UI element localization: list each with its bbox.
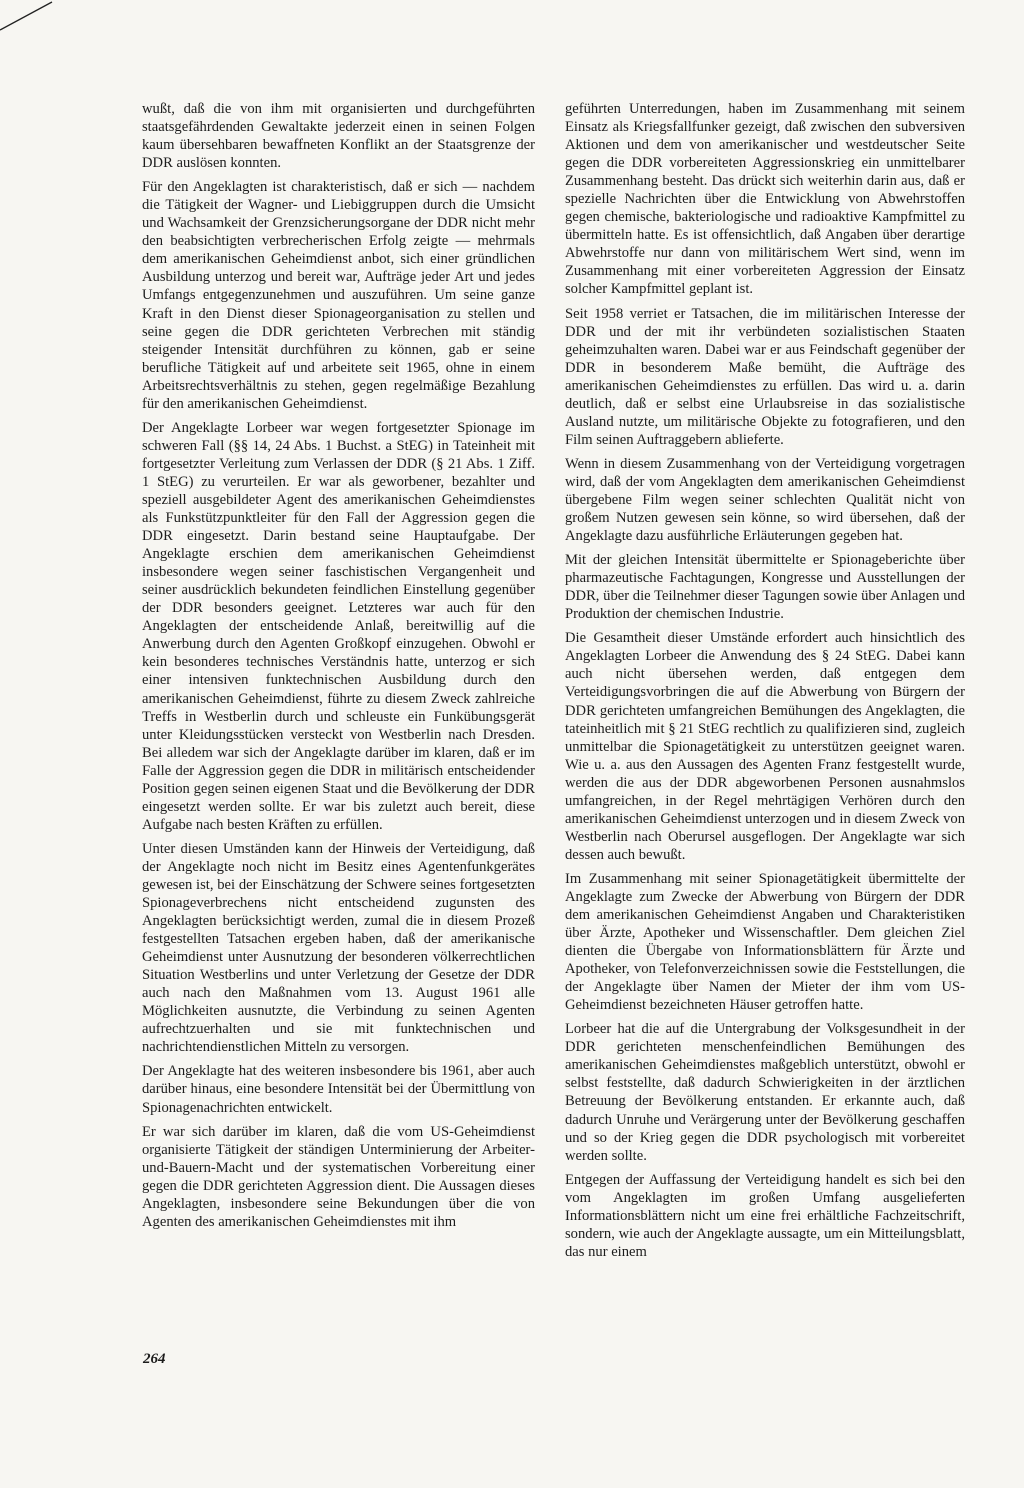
corner-fold-line [0, 0, 60, 40]
paragraph: Der Angeklagte Lorbeer war wegen fortgesetzter Spionage im schweren Fall (§§ 14, 24 Abs. 1 Buchst. a StEG) in Tateinheit mit fortgesetzter Verleitung zum Verlassen der DDR (§ 21 Abs. 1 Ziff. 1 StEG) zu verurteilen. Er war als geworbener, bezahlter und speziell ausgebildeter Agent des amerikanischen Geheimdienstes als Funkstützpunktleiter für den Fall der Aggression gegen die DDR eingesetzt. Darin bestand seine Hauptaufgabe. Der Angeklagte erschien dem amerikanischen Geheimdienst insbesondere wegen seiner faschistischen Vergangenheit und seiner ausdrücklich bekundeten feindlichen Einstellung gegenüber der DDR besonders geeignet. Letzteres war auch für den Angeklagten der entscheidende Anlaß, bereitwillig auf die Anwerbung durch den Agenten Großkopf einzugehen. Obwohl er kein besonderes technisches Verständnis hatte, unterzog er sich einer intensiven funktechnischen Ausbildung durch den amerikanischen Geheimdienst, führte zu diesem Zweck zahlreiche Treffs in Westberlin durch und schleuste ein Funkübungsgerät unter Kleidungsstücken versteckt von Westberlin nach Dresden. Bei alledem war sich der Angeklagte darüber im klaren, daß er im Falle der Aggression gegen die DDR in militärisch entscheidender Position gegen seinen eigenen Staat und die Bevölkerung der DDR eingesetzt werden sollte. Er war bis zuletzt auch bereit, diese Aufgabe nach besten Kräften zu erfüllen. [142, 419, 535, 833]
paragraph: geführten Unterredungen, haben im Zusammenhang mit seinem Einsatz als Kriegsfallfunker gezeigt, daß zwischen den subversiven Aktionen und dem von amerikanischer und westdeutscher Seite gegen die DDR vorbereiteten Aggressionskrieg ein unmittelbarer Zusammenhang besteht. Das drückt sich weiterhin darin aus, daß er spezielle Nachrichten über die Entwicklung von Abwehrstoffen gegen chemische, bakteriologische und radioaktive Kampfmittel zu übermitteln hatte. Es ist offensichtlich, daß Angaben über derartige Abwehrstoffe nur dann von militärischem Wert sind, wenn im Zusammenhang mit einer vorbereiteten Aggression der Einsatz solcher Kampfmittel geplant ist. [565, 101, 965, 298]
paragraph: Im Zusammenhang mit seiner Spionagetätigkeit übermittelte der Angeklagte zum Zwecke der Abwerbung von Bürgern der DDR dem amerikanischen Geheimdienst Angaben und Charakteristiken über Ärzte, Apotheker und Wissenschaftler. Dem gleichen Ziel dienten die Übergabe von Informationsblättern für Ärzte und Apotheker, von Telefonverzeichnissen sowie die Feststellungen, die der Angeklagte über Namen der Mieter der ihm vom US-Geheimdienst bezeichneten Häuser getroffen hatte. [565, 870, 965, 1014]
paragraph: Die Gesamtheit dieser Umstände erfordert auch hinsichtlich des Angeklagten Lorbeer die Anwendung des § 24 StEG. Dabei kann auch nicht übersehen werden, daß entgegen dem Verteidigungsvorbringen die auf die Abwerbung von Bürgern der DDR gerichteten umfangreichen Bemühungen des Angeklagten, die tateinheitlich mit § 21 StEG rechtlich zu qualifizieren sind, zugleich unmittelbar die Spionagetätigkeit zu unterstützen geeignet waren. Wie u. a. aus den Aussagen des Agenten Franz festgestellt wurde, werden die aus der DDR abgeworbenen Personen ausnahmslos umfangreichen, in der Regel mehrtägigen Verhören durch den amerikanischen Geheimdienst unterzogen und in diesem Zweck von Westberlin nach Oberursel ausgeflogen. Der Angeklagte war sich dessen auch bewußt. [565, 630, 965, 863]
paragraph: Unter diesen Umständen kann der Hinweis der Verteidigung, daß der Angeklagte noch nicht im Besitz eines Agentenfunkgerätes gewesen ist, bei der Einschätzung der Schwere seines fortgesetzten Spionageverbrechens nicht entscheidend zugunsten des Angeklagten berücksichtigt werden, zumal die in diesem Prozeß festgestellten Tatsachen ergeben haben, daß der amerikanische Geheimdienst unter Ausnutzung der besonderen völkerrechtlichen Situation Westberlins und unter Verletzung der Gesetze der DDR auch nach den Maßnahmen vom 13. August 1961 alle Möglichkeiten ausnutzte, die Verbindung zu seinen Agenten aufrechtzuerhalten und sie mit funktechnischen und nachrichtendienstlichen Mitteln zu versorgen. [142, 840, 535, 1056]
left-text-column [142, 100, 535, 1237]
paragraph: Entgegen der Auffassung der Verteidigung handelt es sich bei den vom Angeklagten im großen Umfang ausgelieferten Informationsblättern nicht um eine frei erhältliche Fachzeitschrift, sondern, wie auch der Angeklagte aussagte, um ein Mitteilungsblatt, das nur einem [565, 1171, 965, 1260]
paragraph: Seit 1958 verriet er Tatsachen, die im militärischen Interesse der DDR und der mit ihr verbündeten sozialistischen Staaten geheimzuhalten waren. Dabei war er aus Feindschaft gegenüber der DDR in besonderem Maße bemüht, die Aufträge des amerikanischen Geheimdienstes zu erfüllen. Das wird u. a. darin deutlich, daß er selbst eine Urlaubsreise in das sozialistische Ausland nutzte, um militärische Objekte zu fotografieren, und den Film seinen Auftraggebern ablieferte. [565, 305, 965, 448]
page-number: 264 [143, 1351, 166, 1367]
paragraph: Lorbeer hat die auf die Untergrabung der Volksgesundheit in der DDR gerichteten menschenfeindlichen Bemühungen des amerikanischen Geheimdienstes maßgeblich unterstützt, obwohl er selbst feststellte, daß dadurch Schwierigkeiten in der ärztlichen Betreuung der Bevölkerung entstanden. Er erkannte auch, daß dadurch Unruhe und Verärgerung unter der Bevölkerung geschaffen und so der Krieg gegen die DDR psychologisch mit vorbereitet werden sollte. [565, 1021, 965, 1164]
paragraph: wußt, daß die von ihm mit organisierten und durchgeführten staatsgefährdenden Gewaltakte jederzeit einen in seinen Folgen kaum übersehbaren bewaffneten Konflikt an der Staatsgrenze der DDR auslösen konnten. [142, 101, 535, 172]
right-text-column [565, 100, 965, 1267]
paragraph: Für den Angeklagten ist charakteristisch, daß er sich — nachdem die Tätigkeit der Wagner- und Liebiggruppen durch die Umsicht und Wachsamkeit der Grenzsicherungsorgane der DDR nicht mehr den beabsichtigten verbrecherischen Erfolg zeigte — mehrmals dem amerikanischen Geheimdienst anbot, sich einer gründlichen Ausbildung unterzog und bereit war, Aufträge jeder Art und jedes Umfangs entgegenzunehmen und auszuführen. Um seine ganze Kraft in den Dienst dieser Spionageorganisation zu stellen und seine gegen die DDR gerichteten Verbrechen mit ständig steigender Intensität durchführen zu können, gab er seine berufliche Tätigkeit auf und arbeitete seit 1965, ohne in einem Arbeitsrechtsverhältnis zu stehen, gegen regelmäßige Bezahlung für den amerikanischen Geheimdienst. [142, 179, 535, 412]
paragraph: Mit der gleichen Intensität übermittelte er Spionageberichte über pharmazeutische Fachtagungen, Kongresse und Ausstellungen der DDR, über die Teilnehmer dieser Tagungen sowie über Anlagen und Produktion der chemischen Industrie. [565, 552, 965, 623]
paragraph: Der Angeklagte hat des weiteren insbesondere bis 1961, aber auch darüber hinaus, eine besondere Intensität bei der Übermittlung von Spionagenachrichten entwickelt. [142, 1063, 535, 1116]
paragraph: Er war sich darüber im klaren, daß die vom US-Geheimdienst organisierte Tätigkeit der ständigen Unterminierung der Arbeiter-und-Bauern-Macht und der systematischen Vorbereitung einer gegen die DDR gerichteten Aggression dient. Die Aussagen dieses Angeklagten, insbesondere seine Bekundungen über die von Agenten des amerikanischen Geheimdienstes mit ihm [142, 1123, 535, 1230]
paragraph: Wenn in diesem Zusammenhang von der Verteidigung vorgetragen wird, daß der vom Angeklagten dem amerikanischen Geheimdienst übergebene Film wegen seiner schlechten Qualität nicht von großem Nutzen gewesen sein könne, so wird übersehen, daß der Angeklagte dazu ausführliche Erläuterungen gegeben hat. [565, 455, 965, 545]
